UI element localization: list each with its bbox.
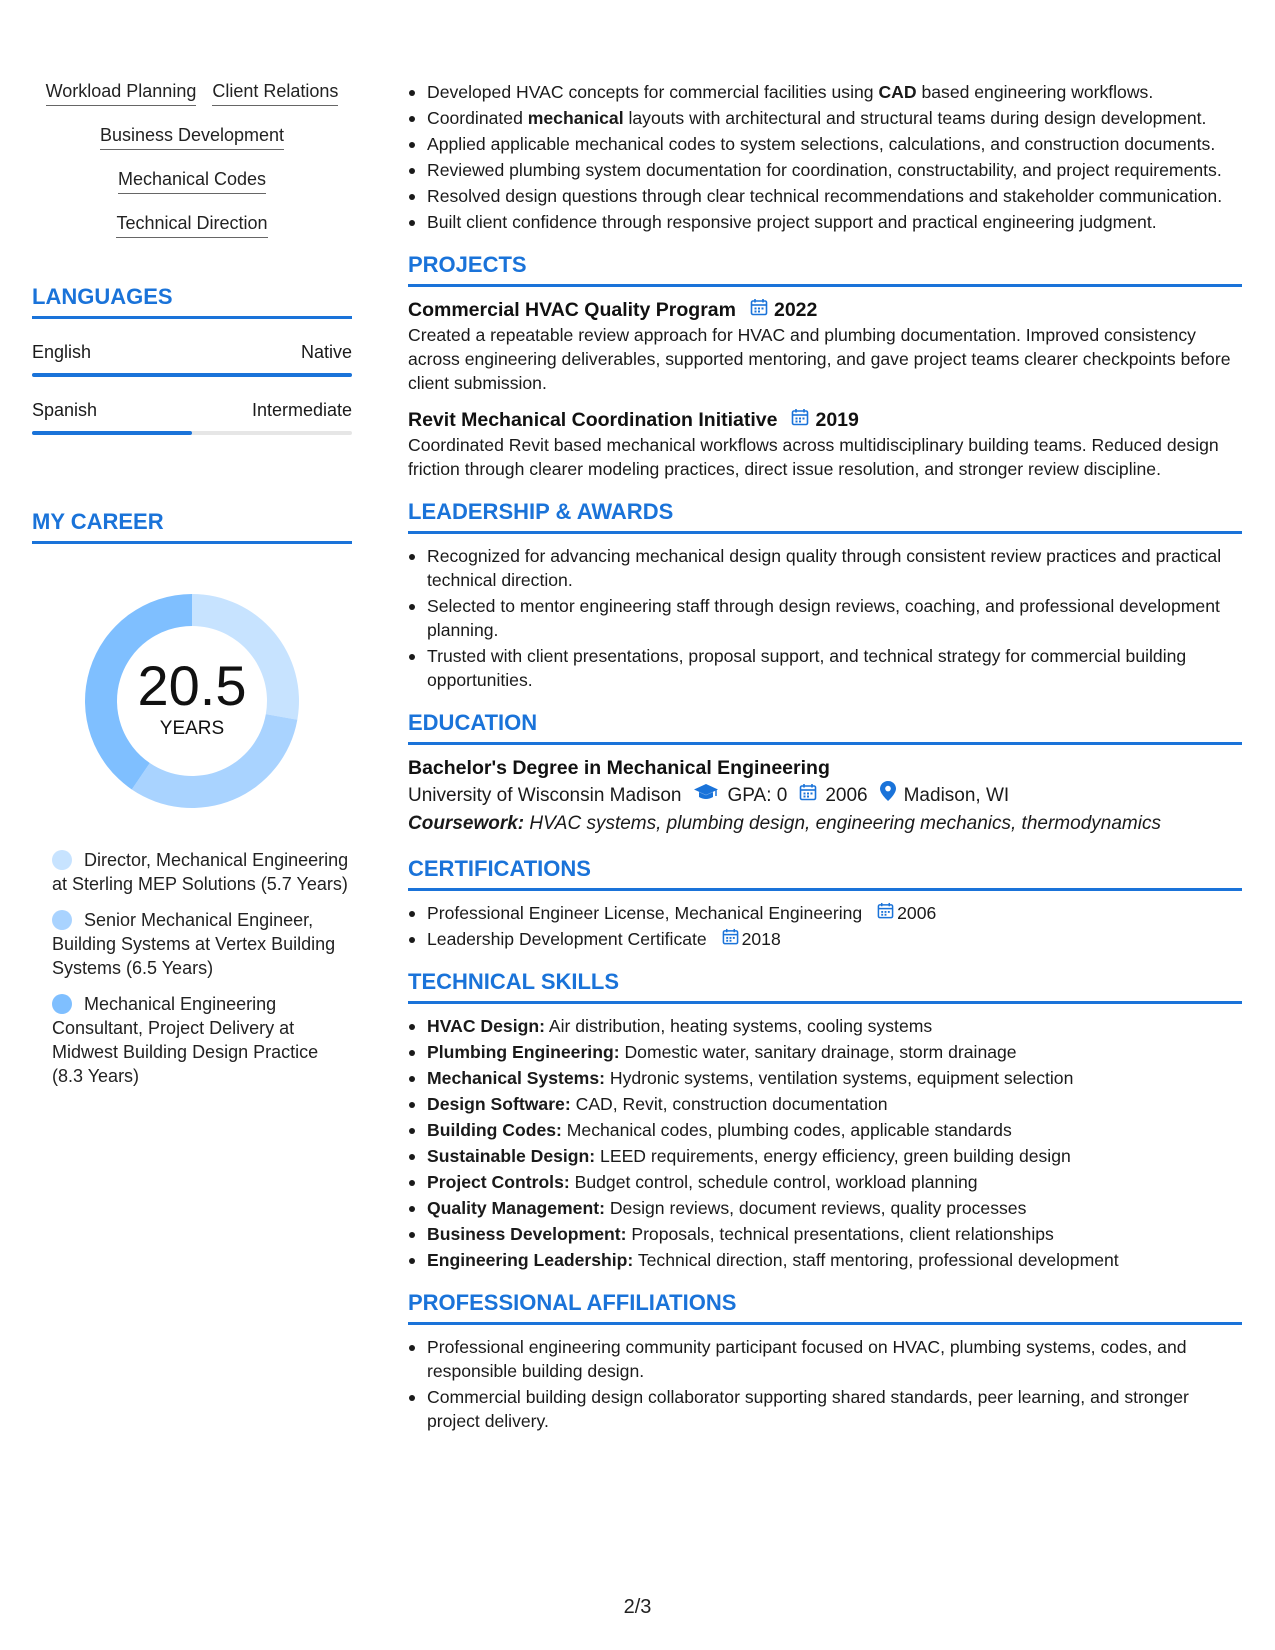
skill-label: Project Controls: bbox=[427, 1172, 570, 1192]
skill-value: Hydronic systems, ventilation systems, equipment selection bbox=[604, 1068, 1074, 1088]
skill-value: Air distribution, heating systems, cooling systems bbox=[544, 1016, 933, 1036]
skill-tag: Business Development bbox=[100, 124, 284, 150]
project-item bbox=[408, 297, 1242, 395]
career-donut-chart bbox=[79, 588, 305, 814]
career-years-unit: YEARS bbox=[159, 718, 225, 739]
project-title: Commercial HVAC Quality Program bbox=[408, 299, 736, 321]
certification-name: Leadership Development Certificate bbox=[427, 929, 707, 949]
technical-skill-item bbox=[408, 1248, 1242, 1272]
project-title: Revit Mechanical Coordination Initiative bbox=[408, 409, 778, 431]
skill-tag: Client Relations bbox=[212, 80, 338, 106]
language-proficiency-fill bbox=[32, 373, 352, 377]
skill-value: Design reviews, document reviews, quality processes bbox=[604, 1198, 1027, 1218]
leadership-heading: LEADERSHIP & AWARDS bbox=[408, 499, 1242, 534]
skill-value: LEED requirements, energy efficiency, green building design bbox=[595, 1146, 1071, 1166]
language-name: English bbox=[32, 342, 92, 362]
skill-tags-row-1 bbox=[32, 80, 352, 106]
certification-item bbox=[408, 927, 1242, 951]
skill-label: Mechanical Systems: bbox=[427, 1068, 605, 1088]
skill-tags-row-2 bbox=[32, 124, 352, 150]
career-item-text: Director, Mechanical Engineering at Sterling MEP Solutions (5.7 Years) bbox=[52, 850, 349, 894]
affiliations-heading: PROFESSIONAL AFFILIATIONS bbox=[408, 1290, 1242, 1325]
technical-skill-item bbox=[408, 1170, 1242, 1194]
experience-bullets bbox=[408, 80, 1242, 234]
skill-value: Technical direction, staff mentoring, professional development bbox=[633, 1250, 1119, 1270]
experience-bullet: Built client confidence through responsive project support and practical engineering judgment. bbox=[408, 210, 1242, 234]
bullet-text: based engineering workflows. bbox=[916, 82, 1154, 102]
coursework-text: HVAC systems, plumbing design, engineering mechanics, thermodynamics bbox=[524, 813, 1161, 834]
project-year: 2019 bbox=[815, 409, 859, 431]
technical-skill-item bbox=[408, 1144, 1242, 1168]
calendar-icon bbox=[750, 297, 768, 323]
career-list bbox=[32, 848, 352, 1088]
career-color-dot bbox=[52, 994, 72, 1014]
skill-value: CAD, Revit, construction documentation bbox=[570, 1094, 888, 1114]
education-gpa: GPA: 0 bbox=[727, 784, 788, 806]
career-item bbox=[32, 908, 352, 980]
technical-skill-item bbox=[408, 1014, 1242, 1038]
skill-label: Sustainable Design: bbox=[427, 1146, 596, 1166]
main-content bbox=[408, 80, 1242, 1435]
career-color-dot bbox=[52, 910, 72, 930]
affiliations-list bbox=[408, 1335, 1242, 1433]
education-location: Madison, WI bbox=[903, 784, 1010, 806]
education-coursework bbox=[408, 810, 1242, 838]
technical-skill-item bbox=[408, 1092, 1242, 1116]
technical-skill-item bbox=[408, 1040, 1242, 1064]
bullet-text: Developed HVAC concepts for commercial facilities using bbox=[427, 82, 879, 102]
technical-skill-item bbox=[408, 1196, 1242, 1220]
career-heading: MY CAREER bbox=[32, 509, 352, 544]
experience-bullet bbox=[408, 106, 1242, 130]
certifications-list bbox=[408, 901, 1242, 951]
left-sidebar bbox=[32, 80, 352, 1088]
education-heading: EDUCATION bbox=[408, 710, 1242, 745]
leadership-item: Recognized for advancing mechanical design quality through consistent review practices and practical technical direction. bbox=[408, 544, 1242, 592]
language-level: Intermediate bbox=[251, 400, 352, 420]
project-item bbox=[408, 407, 1242, 481]
technical-skills-list bbox=[408, 1014, 1242, 1272]
skill-value: Proposals, technical presentations, client relationships bbox=[626, 1224, 1054, 1244]
project-description: Created a repeatable review approach for HVAC and plumbing documentation. Improved consistency across engineering deliverables, supported mentoring, and gave project teams clearer checkpoints before client submission. bbox=[408, 325, 1231, 393]
location-pin-icon bbox=[880, 781, 896, 810]
education-degree: Bachelor's Degree in Mechanical Engineering bbox=[408, 757, 830, 779]
career-color-dot bbox=[52, 850, 72, 870]
skill-tags-row-4 bbox=[32, 212, 352, 238]
experience-bullet: Reviewed plumbing system documentation for coordination, constructability, and project requirements. bbox=[408, 158, 1242, 182]
certification-item bbox=[408, 901, 1242, 925]
skill-value: Budget control, schedule control, workload planning bbox=[569, 1172, 978, 1192]
technical-skill-item bbox=[408, 1066, 1242, 1090]
bullet-text: Coordinated bbox=[427, 108, 528, 128]
language-item-spanish bbox=[32, 399, 352, 435]
experience-bullet: Applied applicable mechanical codes to system selections, calculations, and construction documents. bbox=[408, 132, 1242, 156]
career-item-text: Mechanical Engineering Consultant, Project Delivery at Midwest Building Design Practice (8.3 Years) bbox=[52, 994, 319, 1086]
bullet-bold-text: CAD bbox=[878, 82, 917, 102]
leadership-item: Selected to mentor engineering staff through design reviews, coaching, and professional development planning. bbox=[408, 594, 1242, 642]
language-item-english bbox=[32, 341, 352, 377]
language-proficiency-fill bbox=[32, 431, 192, 435]
language-proficiency-bar bbox=[32, 373, 352, 377]
technical-skill-item bbox=[408, 1222, 1242, 1246]
skill-tags-row-3 bbox=[32, 168, 352, 194]
calendar-icon bbox=[791, 407, 809, 433]
technical-skills-heading: TECHNICAL SKILLS bbox=[408, 969, 1242, 1004]
certification-name: Professional Engineer License, Mechanical Engineering bbox=[427, 903, 863, 923]
career-item bbox=[32, 848, 352, 896]
certifications-heading: CERTIFICATIONS bbox=[408, 856, 1242, 891]
experience-bullet: Resolved design questions through clear technical recommendations and stakeholder communication. bbox=[408, 184, 1242, 208]
skill-label: Plumbing Engineering: bbox=[427, 1042, 620, 1062]
skill-label: Design Software: bbox=[427, 1094, 571, 1114]
coursework-label: Coursework: bbox=[408, 813, 525, 834]
skill-value: Domestic water, sanitary drainage, storm drainage bbox=[619, 1042, 1017, 1062]
skill-label: Building Codes: bbox=[427, 1120, 562, 1140]
education-year: 2006 bbox=[825, 784, 868, 806]
skill-label: Quality Management: bbox=[427, 1198, 605, 1218]
career-item bbox=[32, 992, 352, 1088]
leadership-item: Trusted with client presentations, proposal support, and technical strategy for commercial building opportunities. bbox=[408, 644, 1242, 692]
affiliation-item: Commercial building design collaborator supporting shared standards, peer learning, and stronger project delivery. bbox=[408, 1385, 1242, 1433]
bullet-bold-text: mechanical bbox=[527, 108, 624, 128]
language-proficiency-bar bbox=[32, 431, 352, 435]
project-description: Coordinated Revit based mechanical workflows across multidisciplinary building teams. Reduced design friction through clearer modeling practices, direct issue resolution, and stronger review discipline. bbox=[408, 435, 1219, 479]
graduation-cap-icon bbox=[693, 782, 719, 810]
bullet-text: layouts with architectural and structural teams during design development. bbox=[623, 108, 1207, 128]
certification-year: 2006 bbox=[897, 903, 937, 923]
skill-value: Mechanical codes, plumbing codes, applicable standards bbox=[561, 1120, 1012, 1140]
skill-tag: Workload Planning bbox=[46, 80, 197, 106]
skill-label: Engineering Leadership: bbox=[427, 1250, 634, 1270]
education-details bbox=[408, 781, 1242, 810]
skill-label: HVAC Design: bbox=[427, 1016, 545, 1036]
technical-skill-item bbox=[408, 1118, 1242, 1142]
skill-tag: Technical Direction bbox=[116, 212, 267, 238]
skill-tag: Mechanical Codes bbox=[118, 168, 266, 194]
calendar-icon bbox=[722, 927, 739, 951]
languages-heading: LANGUAGES bbox=[32, 284, 352, 319]
language-name: Spanish bbox=[32, 400, 98, 420]
skill-label: Business Development: bbox=[427, 1224, 627, 1244]
calendar-icon bbox=[877, 901, 894, 925]
affiliation-item: Professional engineering community participant focused on HVAC, plumbing systems, codes, and responsible building design. bbox=[408, 1335, 1242, 1383]
career-item-text: Senior Mechanical Engineer, Building Systems at Vertex Building Systems (6.5 Years) bbox=[52, 910, 336, 978]
career-total-years: 20.5 bbox=[137, 654, 247, 717]
language-level: Native bbox=[300, 342, 352, 362]
calendar-icon bbox=[799, 782, 817, 810]
project-year: 2022 bbox=[773, 299, 818, 321]
leadership-list bbox=[408, 544, 1242, 692]
projects-heading: PROJECTS bbox=[408, 252, 1242, 287]
experience-bullet bbox=[408, 80, 1242, 104]
education-school: University of Wisconsin Madison bbox=[408, 784, 682, 806]
certification-year: 2018 bbox=[741, 929, 781, 949]
page-number: 2/3 bbox=[623, 1596, 652, 1618]
